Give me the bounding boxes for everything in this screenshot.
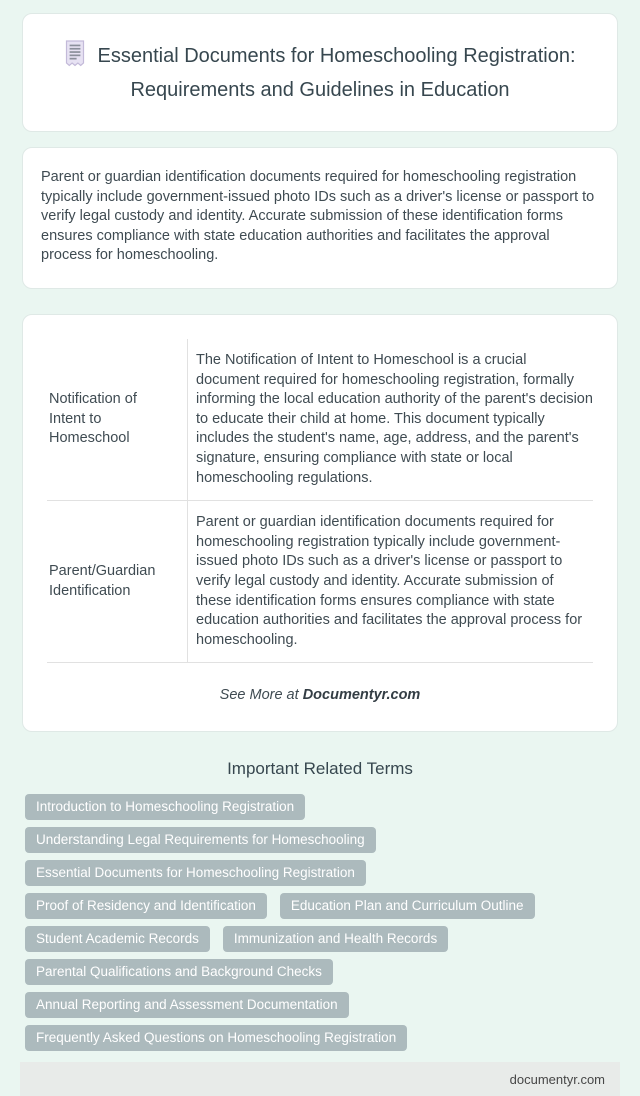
related-term-tag[interactable]: Understanding Legal Requirements for Homeschooling bbox=[25, 827, 376, 853]
documents-table bbox=[47, 339, 593, 663]
page-title bbox=[51, 40, 589, 105]
related-term-tag[interactable]: Annual Reporting and Assessment Documentation bbox=[25, 992, 349, 1018]
related-terms-list bbox=[0, 794, 640, 1051]
header-card bbox=[22, 13, 618, 132]
intro-paragraph: Parent or guardian identification documents required for homeschooling registration typically include government-issued photo IDs such as a driver's license or passport to verify legal custody and identity. Accurate submission of these identification forms ensures compliance with state education authorities and facilitates the approval process for homeschooling. bbox=[41, 169, 595, 264]
related-term-tag[interactable]: Immunization and Health Records bbox=[223, 926, 448, 952]
related-terms-heading: Important Related Terms bbox=[227, 759, 413, 779]
related-term-tag[interactable]: Student Academic Records bbox=[25, 926, 210, 952]
footer-site-label: documentyr.com bbox=[509, 1071, 605, 1087]
related-term-tag[interactable]: Introduction to Homeschooling Registration bbox=[25, 794, 305, 820]
footer-bar bbox=[20, 1062, 620, 1096]
receipt-icon bbox=[65, 40, 85, 76]
related-term-tag[interactable]: Education Plan and Curriculum Outline bbox=[280, 893, 535, 919]
description-cell: The Notification of Intent to Homeschool is a crucial document required for homeschooling registration, formally informing the local education authority of the parent's decision to educate their child at home. This document typically includes the student's name, age, address, and the parent's signature, ensuring compliance with state or local homeschooling regulations. bbox=[188, 339, 594, 501]
page-title-text: Essential Documents for Homeschooling Registration: Requirements and Guidelines in Education bbox=[97, 45, 576, 101]
related-term-tag[interactable]: Parental Qualifications and Background Checks bbox=[25, 959, 333, 985]
description-cell: Parent or guardian identification documents required for homeschooling registration typically include government-issued photo IDs such as a driver's license or passport to verify legal custody and identity. Accurate submission of these identification forms ensures compliance with state education authorities and facilitates the approval process for homeschooling. bbox=[188, 501, 594, 663]
see-more-brand-link[interactable]: Documentyr.com bbox=[302, 687, 421, 704]
table-row bbox=[47, 339, 593, 501]
documents-table-card bbox=[22, 314, 618, 732]
see-more-line bbox=[47, 687, 593, 703]
term-cell: Notification of Intent to Homeschool bbox=[47, 339, 188, 501]
related-term-tag[interactable]: Essential Documents for Homeschooling Registration bbox=[25, 860, 366, 886]
related-term-tag[interactable]: Proof of Residency and Identification bbox=[25, 893, 267, 919]
intro-card bbox=[22, 147, 618, 289]
see-more-prefix: See More at bbox=[219, 687, 299, 704]
term-cell: Parent/Guardian Identification bbox=[47, 501, 188, 663]
related-term-tag[interactable]: Frequently Asked Questions on Homeschooling Registration bbox=[25, 1025, 407, 1051]
table-row bbox=[47, 501, 593, 663]
